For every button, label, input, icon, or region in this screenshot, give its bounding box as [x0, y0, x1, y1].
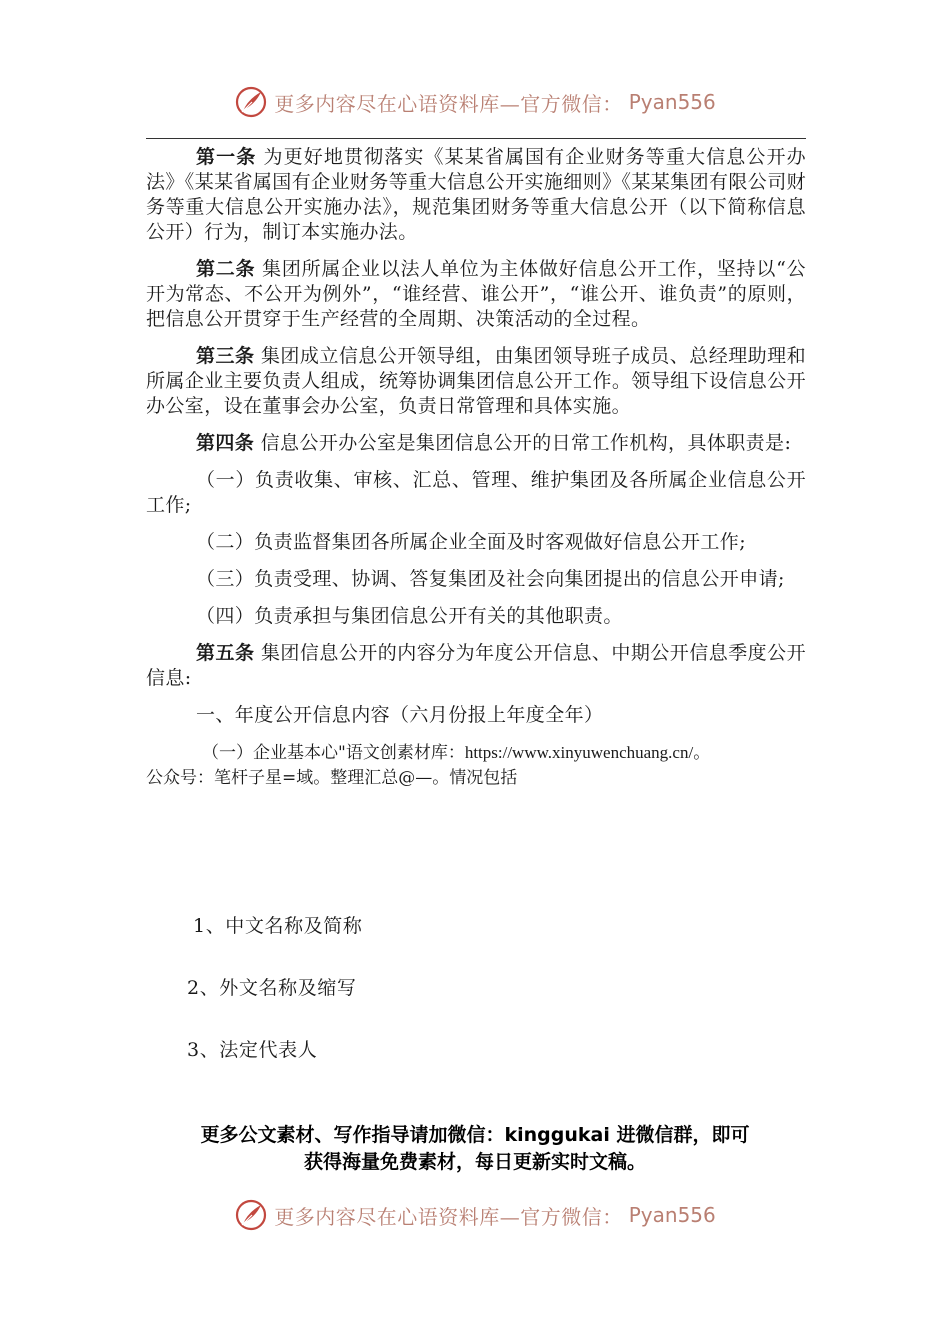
header-banner-text: 更多内容尽在心语资料库—官方微信： — [274, 91, 623, 116]
promo-line-2: 获得海量免费素材，每日更新实时文稿。 — [303, 1151, 646, 1173]
section-one-heading: 一、年度公开信息内容（六月份报上年度全年） — [196, 704, 604, 726]
article-5-text: 集团信息公开的内容分为年度公开信息、中期公开信息季度公开信息: — [146, 642, 807, 689]
article-1-text: 为更好地贯彻落实《某某省属国有企业财务等重大信息公开办法》《某某省属国有企业财务等重大信息公开实施细则》《某某集团有限公司财务等重大信息公开实施办法》，规范集团财务等重大信息公开（以下简称信息公开）行为，制订本实施办法。 — [146, 146, 807, 243]
article-4 — [146, 431, 806, 456]
article-3 — [146, 344, 806, 419]
article-2 — [146, 257, 806, 332]
promo-callout — [0, 1122, 950, 1176]
footer-banner-text: 更多内容尽在心语资料库—官方微信： — [274, 1204, 623, 1229]
duty-2: （二）负责监督集团各所属企业全面及时客观做好信息公开工作; — [196, 531, 747, 553]
header-banner-wechat-id: Pyan556 — [628, 90, 716, 114]
promo-line-1: 更多公文素材、写作指导请加微信：kinggukai 进微信群，即可 — [200, 1124, 750, 1146]
quill-logo-icon — [234, 1198, 268, 1232]
duty-1: （一）负责收集、审核、汇总、管理、维护集团及各所属企业信息公开工作; — [146, 469, 806, 516]
source-note — [146, 740, 806, 766]
header-divider — [146, 138, 806, 139]
article-4-label: 第四条 — [196, 432, 255, 454]
header-banner — [0, 82, 950, 122]
source-note-line2: 公众号：笔杆子星=域。整理汇总@—。情况包括 — [146, 768, 518, 788]
footer-banner-wechat-id: Pyan556 — [628, 1203, 716, 1227]
duty-4: （四）负责承担与集团信息公开有关的其他职责。 — [196, 605, 623, 627]
duty-3: （三）负责受理、协调、答复集团及社会向集团提出的信息公开申请; — [196, 568, 785, 590]
article-1 — [146, 145, 806, 245]
document-body — [146, 145, 806, 791]
article-2-label: 第二条 — [196, 258, 256, 280]
source-note-prefix: （一）企业基本心"语文创素材库： — [202, 743, 465, 763]
article-1-label: 第一条 — [196, 146, 257, 168]
list-item-1: 1、中文名称及简称 — [193, 915, 363, 937]
quill-logo-icon — [234, 85, 268, 119]
list-item-3: 3、法定代表人 — [187, 1039, 318, 1061]
article-4-text: 信息公开办公室是集团信息公开的日常工作机构，具体职责是: — [260, 432, 792, 454]
article-3-label: 第三条 — [196, 345, 255, 367]
list-item-2: 2、外文名称及缩写 — [187, 977, 357, 999]
article-5 — [146, 641, 806, 691]
footer-banner — [0, 1195, 950, 1235]
article-3-text: 集团成立信息公开领导组，由集团领导班子成员、总经理助理和所属企业主要负责人组成，统筹协调集团信息公开工作。领导组下设信息公开办公室，设在董事会办公室，负责日常管理和具体实施。 — [146, 345, 807, 417]
article-5-label: 第五条 — [196, 642, 255, 664]
source-url: https://www.xinyuwenchuang.cn/。 — [464, 743, 711, 762]
article-2-text: 集团所属企业以法人单位为主体做好信息公开工作，坚持以“公开为常态、不公开为例外”，“谁经营、谁公开”，“谁公开、谁负责”的原则，把信息公开贯穿于生产经营的全周期、决策活动的全过程。 — [146, 258, 806, 330]
